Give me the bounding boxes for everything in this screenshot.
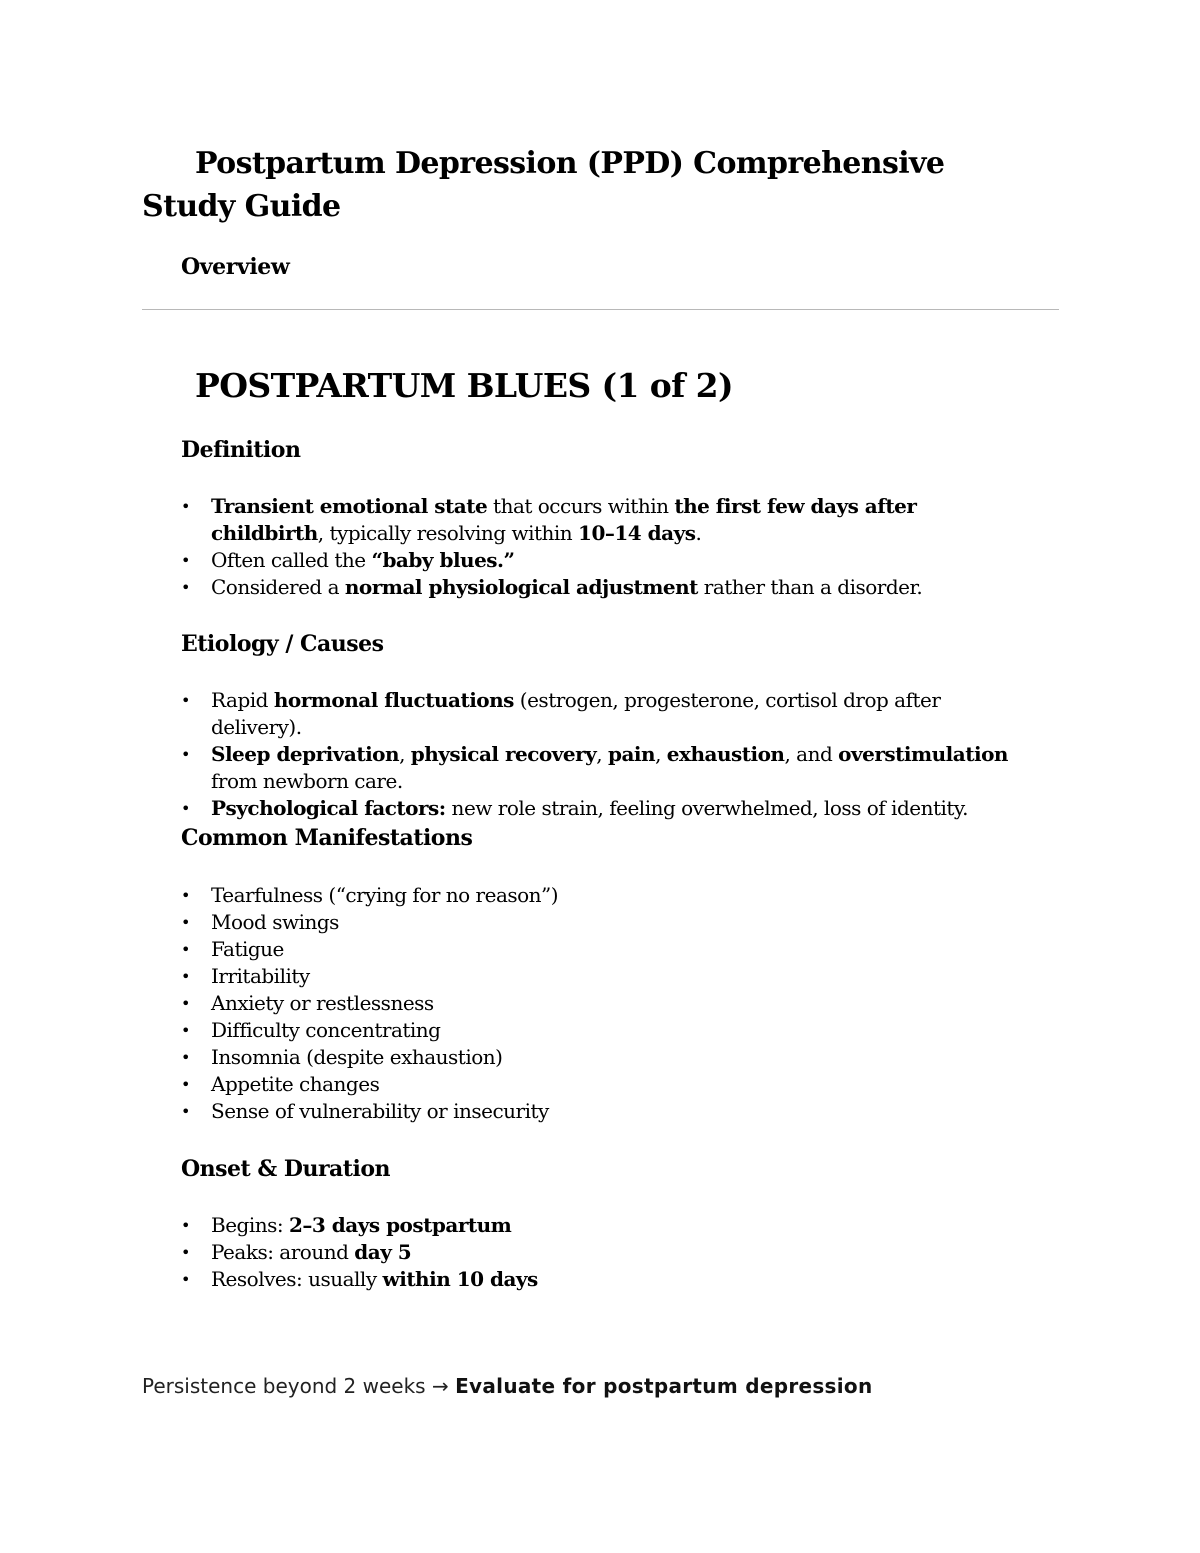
list-item [181,963,1031,990]
bold-text: 2–3 days postpartum [288,1213,512,1237]
text-run: new role strain, feeling overwhelmed, loss of identity. [445,796,968,820]
document-title: Postpartum Depression (PPD) Comprehensive Study Guide [142,146,945,224]
text-run: Sense of vulnerability or insecurity [211,1099,549,1123]
list-item [181,795,1031,822]
manifestations-heading: Common Manifestations [181,825,473,851]
text-run: rather than a disorder. [697,575,923,599]
list-item [181,547,1031,574]
text-run: , and [784,742,839,766]
bullet-icon: • [181,497,190,516]
list-item [181,1212,1031,1239]
bold-text: within 10 days [382,1267,538,1291]
footer-emphasis: Evaluate for postpartum depression [455,1374,873,1398]
text-run: Appetite changes [211,1072,380,1096]
bullet-icon: • [181,940,190,959]
bullet-icon: • [181,1048,190,1067]
bullet-icon: • [181,1243,190,1262]
text-run: Mood swings [211,910,339,934]
list-item [181,574,1031,601]
text-run: Insomnia (despite exhaustion) [211,1045,503,1069]
list-item [181,909,1031,936]
list-item [181,1239,1031,1266]
etiology-heading: Etiology / Causes [181,631,384,657]
text-run: Tearfulness (“crying for no reason”) [211,883,559,907]
bullet-icon: • [181,1216,190,1235]
text-run: Difficulty concentrating [211,1018,441,1042]
text-run: , [655,742,667,766]
bold-text: “baby blues.” [371,548,515,572]
text-run: that occurs within [487,494,675,518]
bullet-icon: • [181,1075,190,1094]
bullet-icon: • [181,551,190,570]
list-item [181,741,1031,795]
bullet-icon: • [181,1102,190,1121]
bullet-icon: • [181,1021,190,1040]
text-run: from newborn care. [211,769,403,793]
bold-text: overstimulation [838,742,1008,766]
text-run: , [399,742,411,766]
definition-list [181,493,1031,601]
bold-text: the first few days after childbirth [211,494,917,545]
list-item [181,1044,1031,1071]
bullet-icon: • [181,745,190,764]
bold-text: 10–14 days [578,521,696,545]
bold-text: normal physiological adjustment [344,575,698,599]
text-run: (estrogen, progesterone, cortisol drop after delivery). [211,688,941,739]
onset-duration-heading: Onset & Duration [181,1156,390,1182]
bullet-icon: • [181,578,190,597]
bullet-icon: • [181,967,190,986]
text-run: Fatigue [211,937,284,961]
text-run: Often called the [211,548,372,572]
etiology-list [181,687,1031,822]
bold-text: pain [607,742,656,766]
definition-heading: Definition [181,437,301,463]
list-item [181,990,1031,1017]
bullet-icon: • [181,913,190,932]
bold-text: hormonal fluctuations [273,688,514,712]
bullet-icon: • [181,691,190,710]
bold-text: physical recovery [410,742,597,766]
bullet-icon: • [181,994,190,1013]
bold-text: day 5 [354,1240,412,1264]
list-item [181,1098,1031,1125]
manifestations-list [181,882,1031,1125]
text-run: Resolves: usually [211,1267,383,1291]
text-run: , [596,742,608,766]
text-run: , typically resolving within [317,521,579,545]
bold-text: Sleep deprivation [211,742,400,766]
list-item [181,687,1031,741]
text-run: Rapid [211,688,274,712]
list-item [181,1017,1031,1044]
text-run: Irritability [211,964,310,988]
list-item [181,1266,1031,1293]
bullet-icon: • [181,886,190,905]
list-item [181,493,1031,547]
list-item [181,1071,1031,1098]
bold-text: exhaustion [666,742,785,766]
text-run: Begins: [211,1213,289,1237]
text-run: . [695,521,702,545]
text-run: Peaks: around [211,1240,355,1264]
list-item [181,936,1031,963]
section-title: POSTPARTUM BLUES (1 of 2) [195,366,734,405]
bold-text: Transient emotional state [211,494,488,518]
bullet-icon: • [181,799,190,818]
list-item [181,882,1031,909]
horizontal-divider [142,309,1059,310]
text-run: Anxiety or restlessness [211,991,434,1015]
text-run: Considered a [211,575,345,599]
bold-text: Psychological factors: [211,796,446,820]
overview-heading: Overview [181,254,290,280]
bullet-icon: • [181,1270,190,1289]
footer-lead: Persistence beyond 2 weeks → [142,1374,456,1398]
footer-note [142,1371,873,1401]
onset-duration-list [181,1212,1031,1293]
